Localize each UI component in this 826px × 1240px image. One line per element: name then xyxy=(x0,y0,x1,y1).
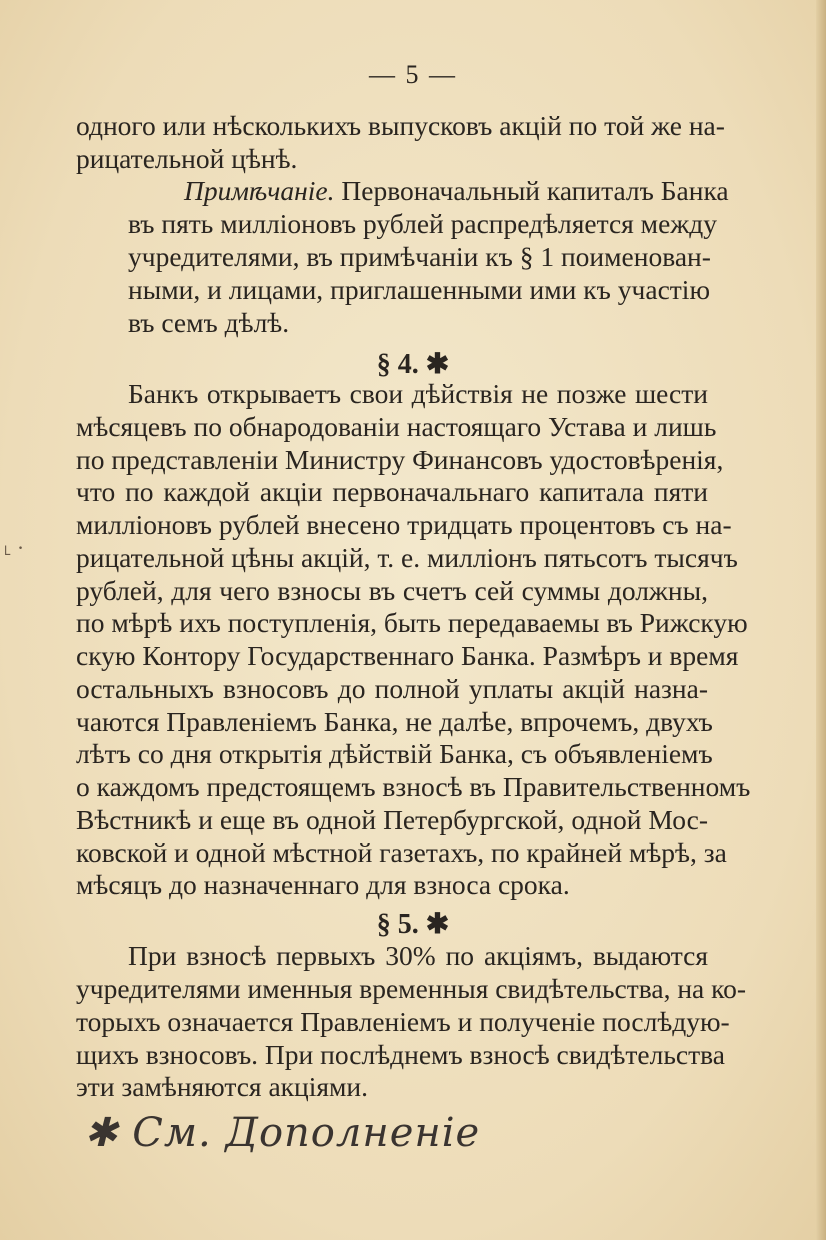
note-first-line-text: Первоначальный капиталъ Банка xyxy=(341,175,729,206)
text-line: остальныхъ взносовъ до полной уплаты акцій назна- xyxy=(76,673,708,704)
text-line: въ пять милліоновъ рублей распредѣляется между xyxy=(128,208,718,239)
text-line: одного или нѣсколькихъ выпусковъ акцій по той же на- xyxy=(76,110,725,141)
text-line: по представленіи Министру Финансовъ удостовѣренія, xyxy=(76,444,724,475)
section-5-heading: § 5. ✱ xyxy=(376,909,450,940)
text-line: по мѣрѣ ихъ поступленія, быть передаваемы въ Рижскую xyxy=(76,607,748,638)
text-line: мѣсяцъ до назначеннаго для взноса срока. xyxy=(76,869,570,900)
text-line: Вѣстникѣ и еще въ одной Петербургской, одной Мос- xyxy=(76,804,708,835)
margin-mark: ˪ · xyxy=(4,535,25,560)
text-line: о каждомъ предстоящемъ взносѣ въ Правительственномъ xyxy=(76,771,751,802)
text-line: милліоновъ рублей внесено тридцать процентовъ съ на- xyxy=(76,509,732,540)
text-line: учредителями именныя временныя свидѣтельства, на ко- xyxy=(76,973,747,1004)
note-label: Примѣчаніе. xyxy=(184,175,335,206)
page-number: — 5 — xyxy=(369,60,457,89)
text-line: мѣсяцевъ по обнародованіи настоящаго Устава и лишь xyxy=(76,411,717,442)
text-line: въ семъ дѣлѣ. xyxy=(128,307,290,338)
text-line: рицательной цѣны акцій, т. е. милліонъ пятьсотъ тысячъ xyxy=(76,542,738,573)
note-first-line xyxy=(184,175,729,207)
page-edge xyxy=(816,0,826,1240)
text-line: ными, и лицами, приглашенными ими къ участію xyxy=(128,274,710,305)
text-line: чаются Правленіемъ Банка, не далѣе, впрочемъ, двухъ xyxy=(76,706,713,737)
text-line: лѣтъ со дня открытія дѣйствій Банка, съ объявленіемъ xyxy=(76,738,713,769)
handwritten-note: ✱ См. Дополненіе xyxy=(84,1110,481,1156)
text-line: ковской и одной мѣстной газетахъ, по крайней мѣрѣ, за xyxy=(76,837,727,868)
text-line: торыхъ означается Правленіемъ и полученіе послѣдую- xyxy=(76,1006,730,1037)
text-line: что по каждой акціи первоначальнаго капитала пяти xyxy=(76,476,708,507)
text-line: При взносѣ первыхъ 30% по акціямъ, выдаются xyxy=(128,940,708,971)
text-line: рублей, для чего взносы въ счетъ сей суммы должны, xyxy=(76,575,708,606)
text-line: Банкъ открываетъ свои дѣйствія не позже шести xyxy=(128,378,708,409)
text-line: щихъ взносовъ. При послѣднемъ взносѣ свидѣтельства xyxy=(76,1039,725,1070)
text-line: эти замѣняются акціями. xyxy=(76,1071,369,1102)
text-line: рицательной цѣнѣ. xyxy=(76,143,298,174)
section-4-heading: § 4. ✱ xyxy=(376,349,450,380)
text-line: учредителями, въ примѣчаніи къ § 1 поименован- xyxy=(128,241,711,272)
text-line: скую Контору Государственнаго Банка. Размѣръ и время xyxy=(76,640,739,671)
